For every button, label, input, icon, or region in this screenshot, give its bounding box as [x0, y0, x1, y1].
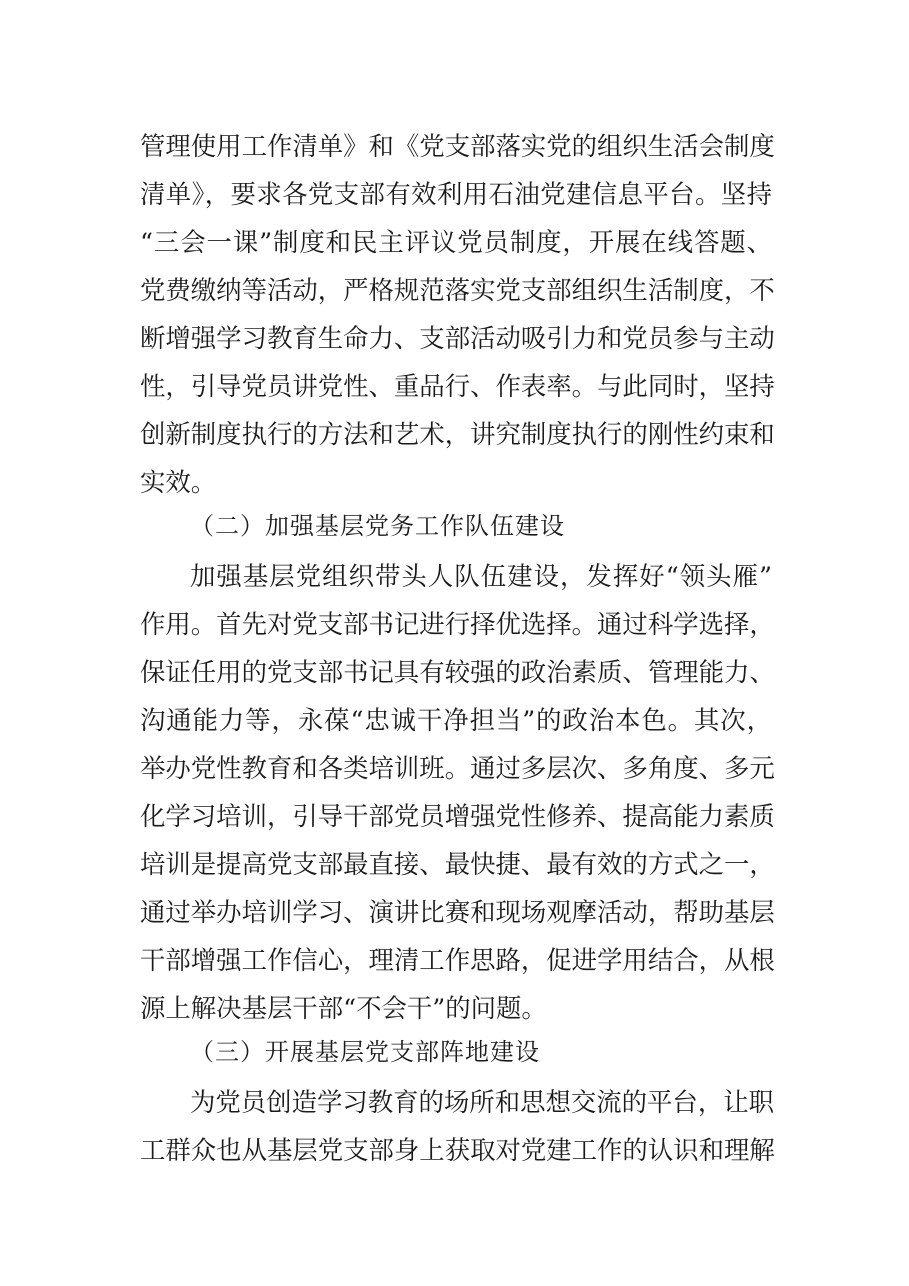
paragraph-line: 源上解决基层干部“不会干”的问题。: [140, 993, 547, 1023]
paragraph-line: 为党员创造学习教育的场所和思想交流的平台，让职: [190, 1087, 774, 1117]
paragraph-line: 创新制度执行的方法和艺术，讲究制度执行的刚性约束和: [140, 419, 775, 449]
paragraph-line: 工群众也从基层党支部身上获取对党建工作的认识和理解: [140, 1135, 775, 1165]
paragraph-line: 作用。首先对党支部书记进行择优选择。通过科学选择，: [140, 609, 775, 639]
paragraph-line: 沟通能力等，永葆“忠诚干净担当”的政治本色。其次，: [140, 705, 772, 735]
paragraph-line: 断增强学习教育生命力、支部活动吸引力和党员参与主动: [140, 323, 775, 353]
paragraph-line: 化学习培训，引导干部党员增强党性修养、提高能力素质: [140, 801, 775, 831]
section-heading: （三）开展基层党支部阵地建设: [190, 1038, 540, 1066]
paragraph-line: 干部增强工作信心，理清工作思路，促进学用结合，从根: [140, 945, 775, 975]
paragraph-line: 加强基层党组织带头人队伍建设，发挥好“领头雁”: [190, 561, 772, 591]
paragraph-line: 培训是提高党支部最直接、最快捷、最有效的方式之一，: [140, 849, 775, 879]
paragraph-line: 举办党性教育和各类培训班。通过多层次、多角度、多元: [140, 753, 775, 783]
paragraph-line: 实效。: [140, 467, 217, 497]
paragraph-line: 清单》，要求各党支部有效利用石油党建信息平台。坚持: [140, 179, 772, 209]
paragraph-line: “三会一课”制度和民主评议党员制度，开展在线答题、: [140, 227, 772, 257]
paragraph-line: 性，引导党员讲党性、重品行、作表率。与此同时，坚持: [140, 371, 775, 401]
paragraph-line: 保证任用的党支部书记具有较强的政治素质、管理能力、: [140, 657, 775, 687]
paragraph-line: 管理使用工作清单》和《党支部落实党的组织生活会制度: [140, 131, 775, 161]
paragraph-line: 通过举办培训学习、演讲比赛和现场观摩活动，帮助基层: [140, 897, 775, 927]
paragraph-line: 党费缴纳等活动，严格规范落实党支部组织生活制度，不: [140, 275, 775, 305]
section-heading: （二）加强基层党务工作队伍建设: [190, 512, 565, 540]
